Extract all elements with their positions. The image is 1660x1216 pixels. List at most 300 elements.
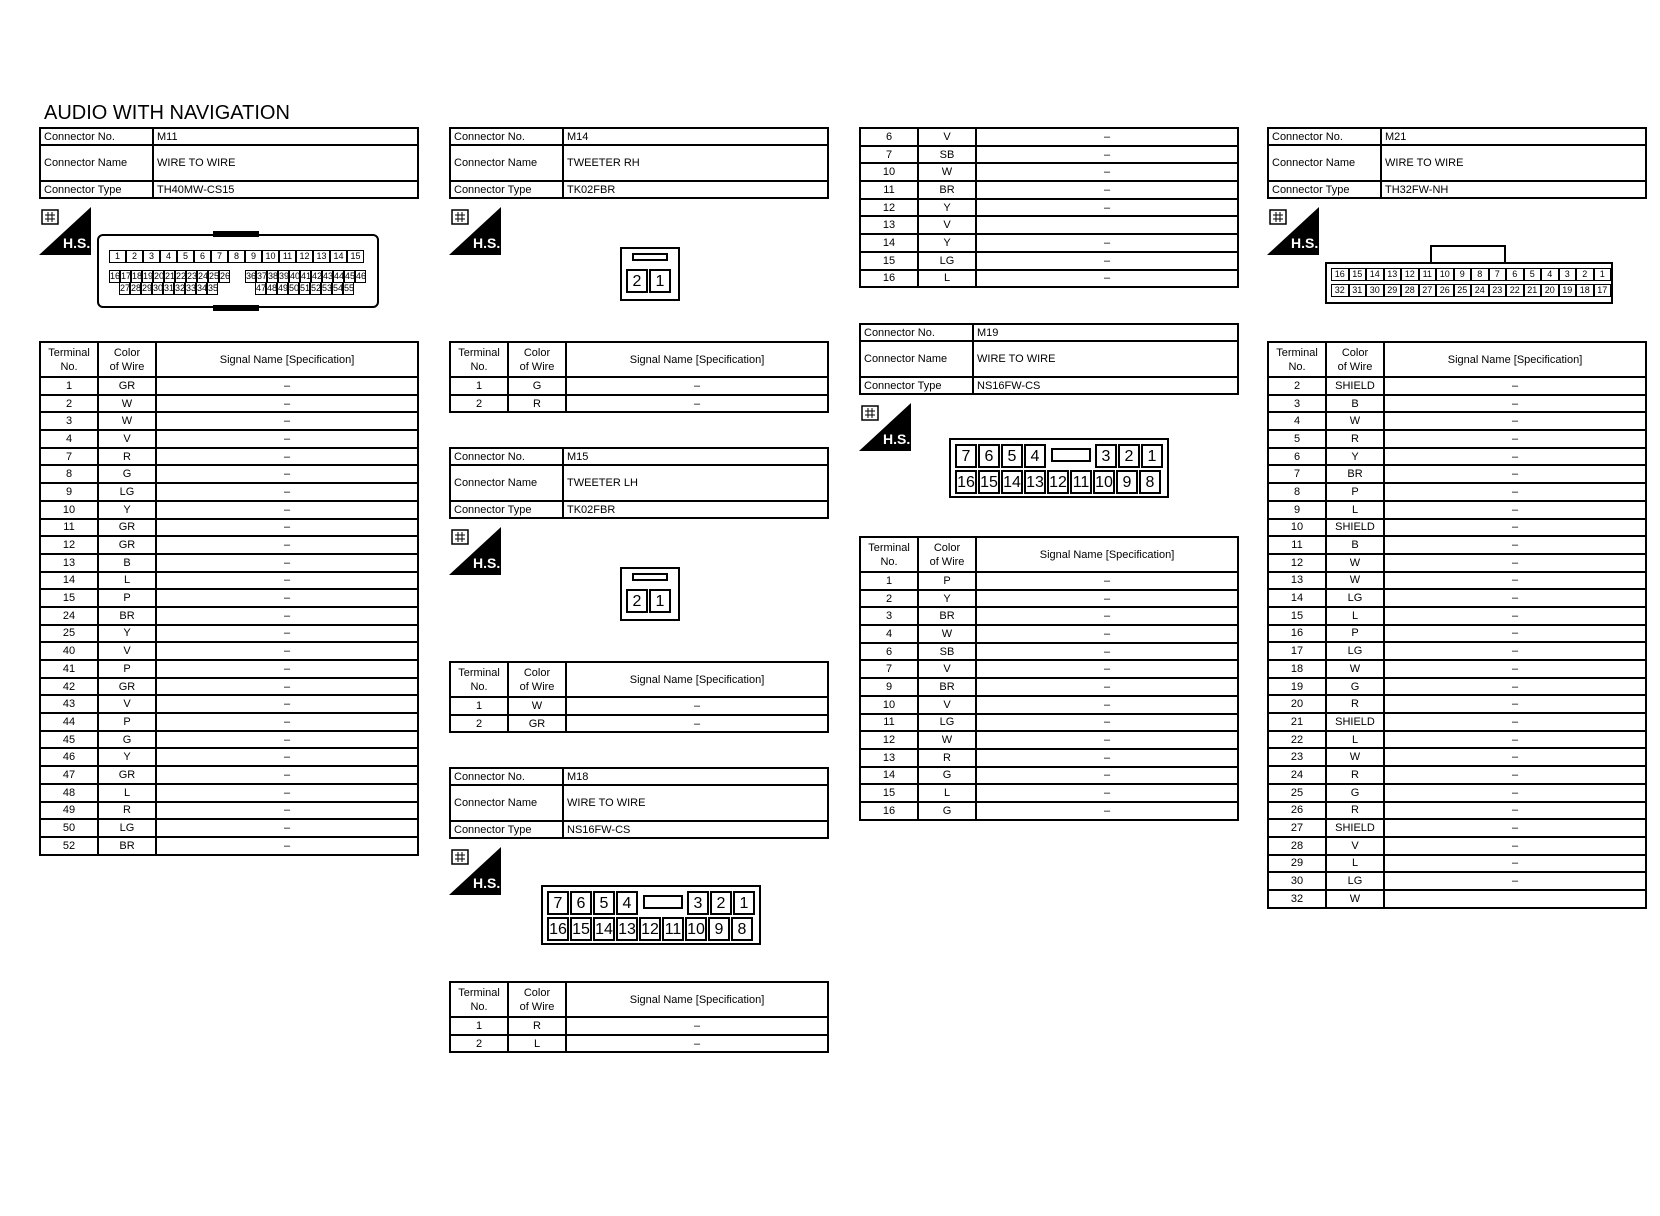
- signal-name: –: [1384, 554, 1646, 572]
- signal-name: –: [976, 234, 1238, 252]
- pin-cell: 13: [1384, 268, 1402, 281]
- terminal-no: 14: [1268, 589, 1326, 607]
- pin-cell: 52: [311, 283, 322, 293]
- terminal-no: 12: [1268, 554, 1326, 572]
- wire-color: L: [1326, 731, 1384, 749]
- m14-connector-face: [620, 247, 680, 301]
- signal-header: Signal Name [Specification]: [566, 982, 828, 1017]
- signal-header: Signal Name [Specification]: [566, 662, 828, 697]
- color-header: [98, 342, 156, 377]
- wire-color: W: [98, 395, 156, 413]
- signal-name: –: [156, 430, 418, 448]
- terminal-no-header: [450, 662, 508, 697]
- harness-side-icon: [449, 527, 501, 575]
- m14-no: M14: [563, 128, 828, 145]
- pin-cell: 15: [1349, 268, 1367, 281]
- m14-terminal-table: [449, 341, 829, 413]
- pin-cell: 27: [1419, 284, 1437, 297]
- terminal-no: 46: [40, 748, 98, 766]
- pin-cell: 41: [301, 271, 312, 281]
- pin-cell: 12: [296, 250, 313, 263]
- pin-cell: 7: [1489, 268, 1507, 281]
- terminal-no: 16: [860, 270, 918, 288]
- table-row: [1268, 731, 1646, 749]
- terminal-no: 4: [1268, 412, 1326, 430]
- wire-color: SB: [918, 643, 976, 661]
- label-connector-type: Connector Type: [450, 501, 563, 518]
- pin-cell: 2: [1118, 444, 1140, 468]
- wire-color: G: [508, 377, 566, 395]
- label-connector-name: Connector Name: [450, 465, 563, 501]
- signal-name: –: [156, 819, 418, 837]
- wire-color: R: [1326, 766, 1384, 784]
- wire-color: L: [1326, 855, 1384, 873]
- pin-cell: 10: [1093, 470, 1115, 494]
- pin-cell: 7: [547, 891, 569, 915]
- terminal-no: 15: [860, 252, 918, 270]
- pin-cell: 14: [330, 250, 347, 263]
- m19-connector-face: [949, 438, 1169, 498]
- terminal-no: 45: [40, 731, 98, 749]
- terminal-no: 3: [40, 412, 98, 430]
- signal-name: –: [1384, 395, 1646, 413]
- terminal-no: 20: [1268, 695, 1326, 713]
- pin-cell: 8: [1139, 470, 1161, 494]
- terminal-no: 17: [1268, 642, 1326, 660]
- terminal-no: 2: [1268, 377, 1326, 395]
- terminal-no: 11: [40, 519, 98, 537]
- pin-cell: 49: [278, 283, 289, 293]
- terminal-header-line1: Terminal: [868, 541, 910, 554]
- wire-color: R: [98, 802, 156, 820]
- pin-cell: 50: [289, 283, 300, 293]
- terminal-no: 9: [1268, 501, 1326, 519]
- signal-name: –: [1384, 766, 1646, 784]
- m15-type: TK02FBR: [563, 501, 828, 518]
- signal-name: –: [156, 377, 418, 395]
- signal-name: –: [156, 465, 418, 483]
- table-row: [860, 643, 1238, 661]
- pin-cell: 26: [1436, 284, 1454, 297]
- signal-name: –: [156, 607, 418, 625]
- pin-cell: 23: [1489, 284, 1507, 297]
- wire-color: R: [98, 448, 156, 466]
- m21-connector-latch: [1430, 245, 1506, 262]
- signal-name: –: [156, 501, 418, 519]
- m15-info-table: [449, 447, 829, 519]
- signal-name: [976, 216, 1238, 234]
- terminal-header-line1: Terminal: [458, 666, 500, 679]
- terminal-header-line2: No.: [60, 360, 78, 373]
- table-row: [1268, 890, 1646, 908]
- wire-color: V: [98, 430, 156, 448]
- color-header: [508, 982, 566, 1017]
- wire-color: V: [918, 128, 976, 146]
- connector-key: [1051, 448, 1091, 462]
- label-connector-no: Connector No.: [450, 448, 563, 465]
- table-row: [860, 678, 1238, 696]
- terminal-no: 8: [40, 465, 98, 483]
- wire-color: L: [98, 784, 156, 802]
- pin-cell: 9: [245, 250, 262, 263]
- pin-cell: 30: [153, 283, 164, 293]
- wire-color: P: [1326, 483, 1384, 501]
- table-row: [860, 181, 1238, 199]
- signal-name: –: [1384, 519, 1646, 537]
- pin-cell: 11: [662, 917, 684, 941]
- pin-cell: 47: [256, 283, 267, 293]
- m15-connector-face: [620, 567, 680, 621]
- signal-name: –: [976, 199, 1238, 217]
- signal-name: –: [1384, 625, 1646, 643]
- pin-cell: 14: [1366, 268, 1384, 281]
- m18-terminal-table: [449, 981, 829, 1053]
- terminal-no: 10: [860, 163, 918, 181]
- signal-name: –: [976, 128, 1238, 146]
- table-row: [40, 412, 418, 430]
- m19-info-table: [859, 323, 1239, 395]
- terminal-no: 7: [860, 660, 918, 678]
- terminal-no: 11: [860, 714, 918, 732]
- table-row: [860, 767, 1238, 785]
- table-row: [40, 430, 418, 448]
- table-row: [40, 448, 418, 466]
- signal-name: –: [1384, 837, 1646, 855]
- harness-side-icon: [449, 207, 501, 255]
- table-row: [40, 589, 418, 607]
- pin-cell: 51: [300, 283, 311, 293]
- pin-cell: 20: [154, 271, 165, 281]
- label-connector-no: Connector No.: [450, 768, 563, 785]
- color-header: [508, 342, 566, 377]
- color-header-line1: Color: [523, 346, 551, 359]
- pin-cell: 13: [1024, 470, 1046, 494]
- pin-cell: 21: [165, 271, 176, 281]
- signal-name: –: [156, 589, 418, 607]
- pin-cell: 6: [978, 444, 1000, 468]
- signal-name: –: [1384, 465, 1646, 483]
- terminal-no: 6: [1268, 448, 1326, 466]
- signal-name: –: [156, 572, 418, 590]
- wire-color: SHIELD: [1326, 819, 1384, 837]
- table-row: [860, 731, 1238, 749]
- wire-color: R: [508, 395, 566, 413]
- wire-color: Y: [98, 748, 156, 766]
- signal-name: –: [1384, 695, 1646, 713]
- pin-cell: 5: [593, 891, 615, 915]
- m14-type: TK02FBR: [563, 181, 828, 198]
- pin-cell: 8: [731, 917, 753, 941]
- color-header-line1: Color: [523, 666, 551, 679]
- pin-cell: 2: [626, 589, 648, 613]
- signal-name: –: [1384, 819, 1646, 837]
- wire-color: LG: [98, 819, 156, 837]
- signal-name: –: [156, 642, 418, 660]
- label-connector-no: Connector No.: [450, 128, 563, 145]
- harness-side-icon: [449, 847, 501, 895]
- wire-color: B: [1326, 395, 1384, 413]
- terminal-no: 10: [1268, 519, 1326, 537]
- wire-color: B: [1326, 536, 1384, 554]
- color-header: [918, 537, 976, 572]
- terminal-no: 6: [860, 643, 918, 661]
- terminal-no: 2: [450, 1035, 508, 1053]
- pin-cell: 12: [639, 917, 661, 941]
- table-row: [860, 625, 1238, 643]
- pin-cell: 13: [616, 917, 638, 941]
- pin-cell: 6: [1506, 268, 1524, 281]
- table-row: [40, 731, 418, 749]
- table-row: [860, 749, 1238, 767]
- terminal-no: 4: [40, 430, 98, 448]
- signal-name: –: [156, 536, 418, 554]
- hs-label: H.S.: [1291, 235, 1319, 251]
- terminal-no-header: [450, 342, 508, 377]
- terminal-no: 47: [40, 766, 98, 784]
- terminal-no: 49: [40, 802, 98, 820]
- signal-name: –: [156, 695, 418, 713]
- table-row: [40, 519, 418, 537]
- wire-color: W: [918, 625, 976, 643]
- pin-cell: 9: [708, 917, 730, 941]
- pin-cell: 32: [175, 283, 186, 293]
- signal-name: –: [156, 802, 418, 820]
- label-connector-no: Connector No.: [860, 324, 973, 341]
- terminal-no: 10: [860, 696, 918, 714]
- terminal-no: 23: [1268, 748, 1326, 766]
- table-row: [1268, 695, 1646, 713]
- signal-header: Signal Name [Specification]: [566, 342, 828, 377]
- table-row: [1268, 678, 1646, 696]
- harness-side-icon: [1267, 207, 1319, 255]
- m11-terminal-table: [39, 341, 419, 856]
- label-connector-type: Connector Type: [450, 821, 563, 838]
- wire-color: P: [918, 572, 976, 590]
- signal-name: –: [566, 697, 828, 715]
- signal-name: –: [1384, 660, 1646, 678]
- signal-name: –: [1384, 412, 1646, 430]
- terminal-no: 15: [40, 589, 98, 607]
- table-row: [1268, 819, 1646, 837]
- signal-name: –: [156, 554, 418, 572]
- pin-cell: 15: [347, 250, 364, 263]
- m18-name: WIRE TO WIRE: [563, 785, 828, 821]
- signal-name: –: [1384, 501, 1646, 519]
- signal-name: –: [156, 395, 418, 413]
- terminal-no: 41: [40, 660, 98, 678]
- m18-terminal-table-continued: [859, 127, 1239, 288]
- wire-color: L: [918, 270, 976, 288]
- wire-color: L: [1326, 607, 1384, 625]
- table-row: [40, 607, 418, 625]
- terminal-no: 18: [1268, 660, 1326, 678]
- color-header-line2: of Wire: [929, 555, 965, 568]
- signal-name: –: [976, 749, 1238, 767]
- pin-cell: 24: [1471, 284, 1489, 297]
- signal-name: –: [976, 714, 1238, 732]
- connector-slot: [632, 253, 668, 261]
- page-title: AUDIO WITH NAVIGATION: [44, 102, 290, 124]
- pin-cell: 31: [1349, 284, 1367, 297]
- signal-name: –: [566, 395, 828, 413]
- table-row: [1268, 519, 1646, 537]
- terminal-no: 1: [860, 572, 918, 590]
- table-row: [1268, 642, 1646, 660]
- m15-name: TWEETER LH: [563, 465, 828, 501]
- pin-cell: 2: [126, 250, 143, 263]
- terminal-no: 2: [40, 395, 98, 413]
- wire-color: V: [918, 696, 976, 714]
- wire-color: L: [508, 1035, 566, 1053]
- table-row: [1268, 855, 1646, 873]
- table-row: [860, 252, 1238, 270]
- terminal-no: 12: [40, 536, 98, 554]
- table-row: [1268, 784, 1646, 802]
- pin-cell: 11: [1070, 470, 1092, 494]
- wire-color: W: [1326, 572, 1384, 590]
- wire-color: SHIELD: [1326, 377, 1384, 395]
- pin-cell: 25: [209, 271, 220, 281]
- pin-cell: 23: [187, 271, 198, 281]
- wire-color: G: [98, 465, 156, 483]
- m19-no: M19: [973, 324, 1238, 341]
- label-connector-name: Connector Name: [450, 145, 563, 181]
- wire-color: Y: [98, 625, 156, 643]
- pin-cell: 17: [121, 271, 132, 281]
- signal-name: –: [1384, 377, 1646, 395]
- signal-name: –: [976, 696, 1238, 714]
- wire-color: R: [1326, 430, 1384, 448]
- terminal-no: 12: [860, 731, 918, 749]
- signal-name: –: [976, 252, 1238, 270]
- wire-color: W: [918, 731, 976, 749]
- color-header-line2: of Wire: [519, 1000, 555, 1013]
- wire-color: W: [918, 163, 976, 181]
- pin-cell: 5: [1001, 444, 1023, 468]
- m11-name: WIRE TO WIRE: [153, 145, 418, 181]
- terminal-no: 15: [1268, 607, 1326, 625]
- m11-no: M11: [153, 128, 418, 145]
- pin-cell: 18: [1576, 284, 1594, 297]
- wire-color: P: [98, 713, 156, 731]
- wire-color: GR: [98, 377, 156, 395]
- pin-cell: 1: [109, 250, 126, 263]
- pin-cell: 10: [685, 917, 707, 941]
- signal-name: –: [1384, 589, 1646, 607]
- terminal-no: 8: [1268, 483, 1326, 501]
- signal-name: –: [1384, 536, 1646, 554]
- m11-info-table: [39, 127, 419, 199]
- table-row: [40, 819, 418, 837]
- pin-cell: 10: [1436, 268, 1454, 281]
- label-connector-name: Connector Name: [860, 341, 973, 377]
- pin-cell: 8: [228, 250, 245, 263]
- wire-color: L: [1326, 501, 1384, 519]
- terminal-no-header: [1268, 342, 1326, 377]
- pin-cell: 2: [710, 891, 732, 915]
- signal-name: –: [1384, 430, 1646, 448]
- wire-color: G: [918, 802, 976, 820]
- table-row: [40, 713, 418, 731]
- terminal-no: 13: [40, 554, 98, 572]
- pin-cell: 10: [262, 250, 279, 263]
- table-row: [1268, 501, 1646, 519]
- table-row: [1268, 377, 1646, 395]
- pin-cell: 11: [279, 250, 296, 263]
- pin-cell: 25: [1454, 284, 1472, 297]
- wire-color: W: [1326, 660, 1384, 678]
- signal-name: –: [156, 678, 418, 696]
- signal-name: –: [566, 377, 828, 395]
- table-row: [450, 1017, 828, 1035]
- terminal-header-line2: No.: [470, 680, 488, 693]
- pin-cell: 16: [955, 470, 977, 494]
- table-row: [1268, 660, 1646, 678]
- terminal-no: 27: [1268, 819, 1326, 837]
- terminal-no: 24: [40, 607, 98, 625]
- pin-cell: 2: [1576, 268, 1594, 281]
- pin-cell: 30: [1366, 284, 1384, 297]
- terminal-no: 3: [1268, 395, 1326, 413]
- pin-cell: 44: [334, 271, 345, 281]
- m21-connector-face: [1325, 262, 1613, 304]
- signal-name: –: [156, 483, 418, 501]
- table-row: [1268, 625, 1646, 643]
- pin-cell: 32: [1331, 284, 1349, 297]
- color-header-line1: Color: [523, 986, 551, 999]
- pin-cell: 22: [1506, 284, 1524, 297]
- pin-cell: 48: [267, 283, 278, 293]
- pin-cell: 35: [208, 283, 219, 293]
- hs-label: H.S.: [473, 555, 501, 571]
- signal-name: –: [976, 270, 1238, 288]
- table-row: [450, 377, 828, 395]
- terminal-no: 14: [860, 767, 918, 785]
- label-connector-name: Connector Name: [40, 145, 153, 181]
- terminal-no: 2: [450, 715, 508, 733]
- pin-cell: 15: [570, 917, 592, 941]
- table-row: [860, 163, 1238, 181]
- pin-cell: 43: [323, 271, 334, 281]
- table-row: [860, 696, 1238, 714]
- pin-cell: 7: [955, 444, 977, 468]
- table-row: [860, 607, 1238, 625]
- terminal-no: 5: [1268, 430, 1326, 448]
- label-connector-type: Connector Type: [40, 181, 153, 198]
- terminal-no: 29: [1268, 855, 1326, 873]
- table-row: [1268, 589, 1646, 607]
- m21-terminal-table: [1267, 341, 1647, 909]
- table-row: [1268, 483, 1646, 501]
- signal-name: –: [156, 784, 418, 802]
- signal-name: –: [156, 660, 418, 678]
- table-row: [1268, 872, 1646, 890]
- signal-name: –: [976, 802, 1238, 820]
- terminal-no: 22: [1268, 731, 1326, 749]
- terminal-no: 40: [40, 642, 98, 660]
- terminal-no: 21: [1268, 713, 1326, 731]
- wire-color: P: [98, 660, 156, 678]
- pin-cell: 16: [1331, 268, 1349, 281]
- pin-cell: 46: [356, 271, 367, 281]
- terminal-header-line2: No.: [880, 555, 898, 568]
- table-row: [40, 748, 418, 766]
- table-row: [40, 536, 418, 554]
- pin-cell: 4: [1024, 444, 1046, 468]
- wire-color: LG: [1326, 872, 1384, 890]
- pin-cell: 4: [160, 250, 177, 263]
- wire-color: Y: [918, 234, 976, 252]
